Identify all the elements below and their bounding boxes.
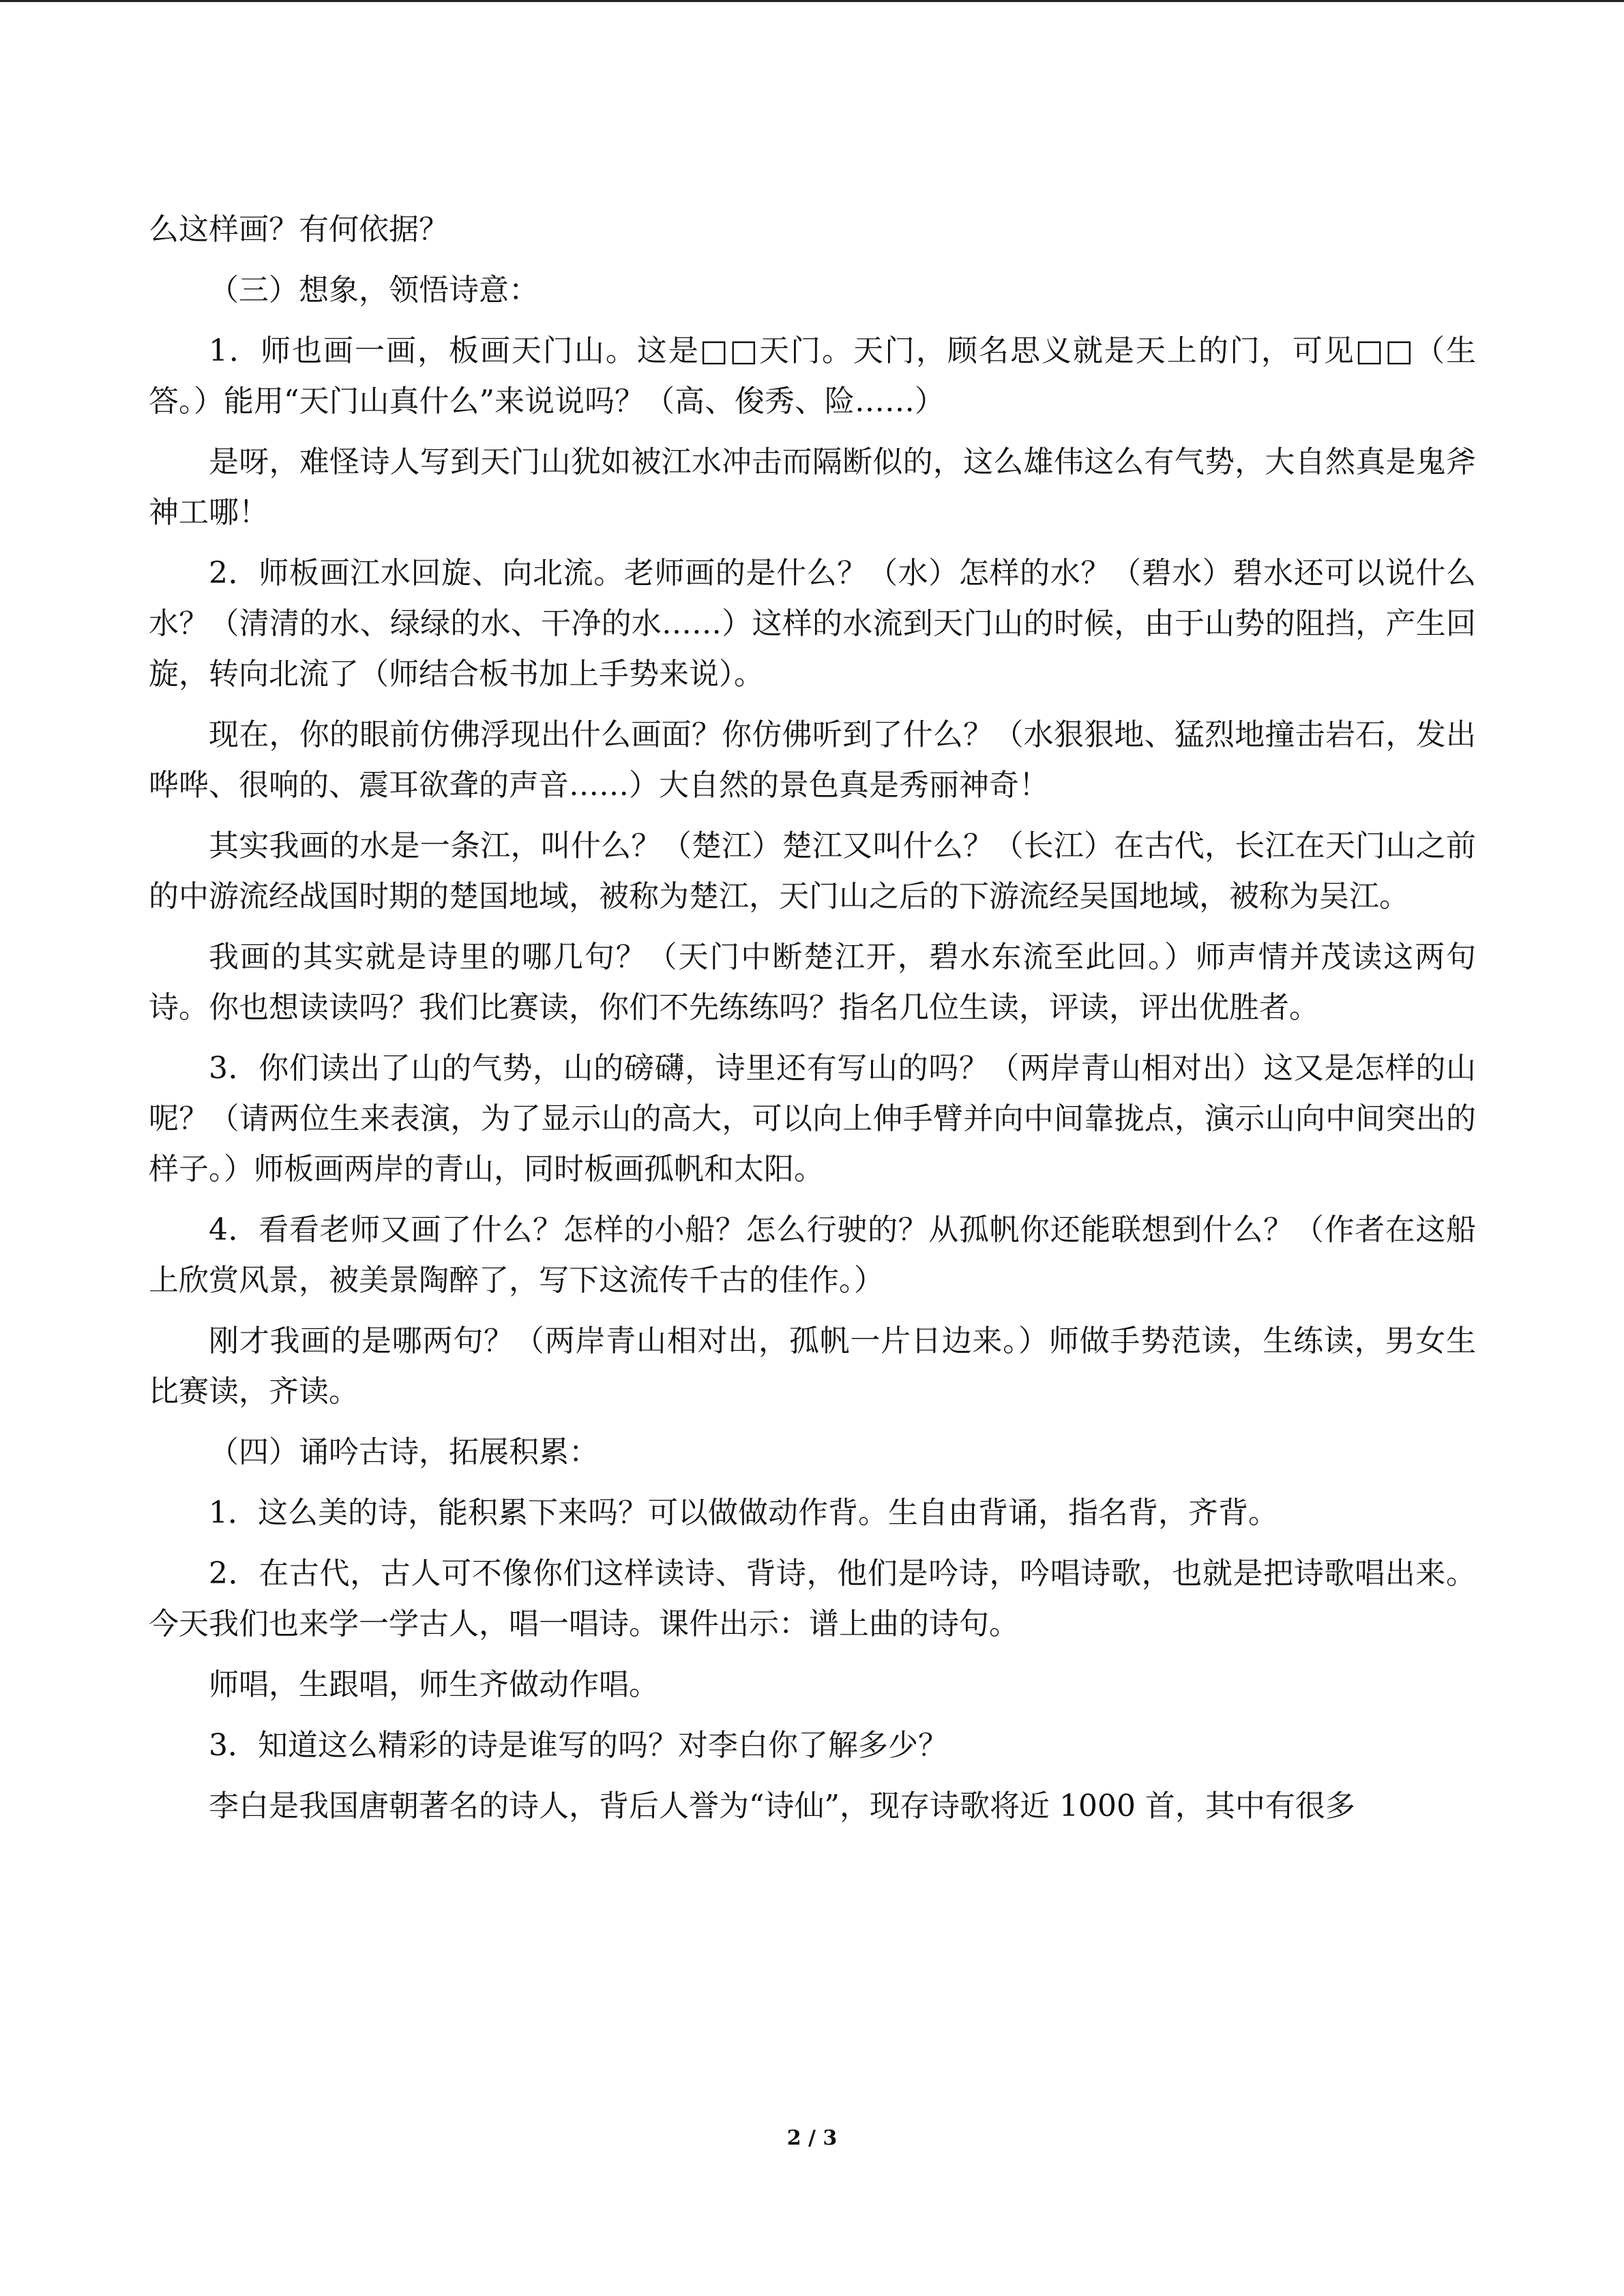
section-heading-three: （三）想象，领悟诗意： bbox=[209, 273, 539, 308]
paragraph: 现在，你的眼前仿佛浮现出什么画面？你仿佛听到了什么？（水狠狠地、猛烈地撞击岩石，发出哗哗、很响的、震耳欲聋的声音……）大自然的景色真是秀丽神奇！ bbox=[149, 717, 1476, 803]
document-body bbox=[149, 205, 1476, 1842]
paragraph: 4．看看老师又画了什么？怎样的小船？怎么行驶的？从孤帆你还能联想到什么？（作者在这船上欣赏风景，被美景陶醉了，写下这流传千古的佳作。） bbox=[149, 1212, 1476, 1298]
paragraph: 李白是我国唐朝著名的诗人，背后人誉为“诗仙”，现存诗歌将近 1000 首，其中有很多 bbox=[209, 1789, 1355, 1823]
paragraph-continuation: 么这样画？有何依据？ bbox=[149, 212, 449, 247]
paragraph: 刚才我画的是哪两句？（两岸青山相对出，孤帆一片日边来。）师做手势范读，生练读，男女生比赛读，齐读。 bbox=[149, 1324, 1476, 1409]
paragraph: 2．在古代，古人可不像你们这样读诗、背诗，他们是吟诗，吟唱诗歌，也就是把诗歌唱出来。今天我们也来学一学古人，唱一唱诗。课件出示：谱上曲的诗句。 bbox=[149, 1556, 1476, 1641]
paragraph: 1．师也画一画，板画天门山。这是□□天门。天门，顾名思义就是天上的门，可见□□（生答。）能用“天门山真什么”来说说吗？（高、俊秀、险……） bbox=[149, 333, 1476, 419]
paragraph: 3．知道这么精彩的诗是谁写的吗？对李白你了解多少？ bbox=[209, 1728, 948, 1763]
paragraph: 是呀，难怪诗人写到天门山犹如被江水冲击而隔断似的，这么雄伟这么有气势，大自然真是鬼斧神工哪！ bbox=[149, 445, 1476, 530]
paragraph: 1．这么美的诗，能积累下来吗？可以做做动作背。生自由背诵，指名背，齐背。 bbox=[209, 1495, 1278, 1530]
paragraph: 2．师板画江水回旋、向北流。老师画的是什么？（水）怎样的水？（碧水）碧水还可以说什么水？（清清的水、绿绿的水、干净的水……）这样的水流到天门山的时候，由于山势的阻挡，产生回旋，转向北流了（师结合板书加上手势来说）。 bbox=[149, 556, 1476, 691]
top-border-line bbox=[0, 0, 1624, 2]
page-number: 2 / 3 bbox=[786, 2126, 838, 2150]
paragraph: 我画的其实就是诗里的哪几句？（天门中断楚江开，碧水东流至此回。）师声情并茂读这两句诗。你也想读读吗？我们比赛读，你们不先练练吗？指名几位生读，评读，评出优胜者。 bbox=[149, 940, 1476, 1025]
paragraph: 3．你们读出了山的气势，山的磅礴，诗里还有写山的吗？（两岸青山相对出）这又是怎样的山呢？（请两位生来表演，为了显示山的高大，可以向上伸手臂并向中间靠拢点，演示山向中间突出的样子。）师板画两岸的青山，同时板画孤帆和太阳。 bbox=[149, 1051, 1476, 1187]
paragraph: 师唱，生跟唱，师生齐做动作唱。 bbox=[209, 1667, 659, 1702]
section-heading-four: （四）诵吟古诗，拓展积累： bbox=[209, 1435, 599, 1470]
paragraph: 其实我画的水是一条江，叫什么？（楚江）楚江又叫什么？（长江）在古代，长江在天门山之前的中游流经战国时期的楚国地域，被称为楚江，天门山之后的下游流经吴国地域，被称为吴江。 bbox=[149, 829, 1476, 914]
